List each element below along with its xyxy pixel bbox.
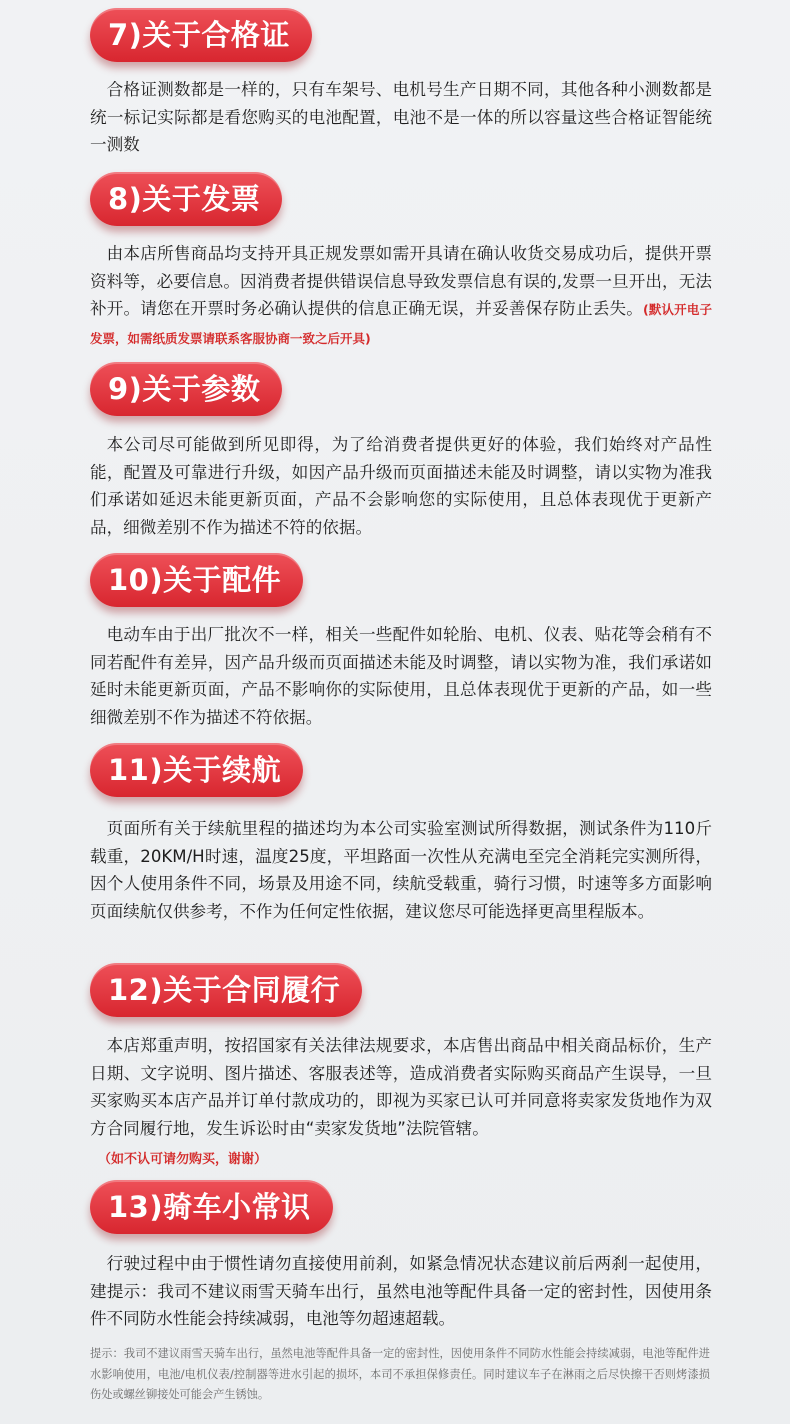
section-8-body	[90, 240, 712, 352]
section-11-title: 11)关于续航	[90, 743, 303, 797]
section-9-title: 9)关于参数	[90, 362, 282, 416]
section-10-body: 电动车由于出厂批次不一样，相关一些配件如轮胎、电机、仪表、贴花等会稍有不同若配件有差异，因产品升级而页面描述未能及时调整，请以实物为准，我们承诺如延时未能更新页面，产品不影响你的实际使用，且总体表现优于更新的产品，如一些细微差别不作为描述不符依据。	[90, 625, 712, 727]
section-8-body-text: 由本店所售商品均支持开具正规发票如需开具请在确认收货交易成功后，提供开票资料等，必要信息。因消费者提供错误信息导致发票信息有误的,发票一旦开出，无法补开。请您在开票时务必确认提供的信息正确无误，并妥善保存防止丢失。	[90, 244, 712, 318]
section-13-tip: 提示：我司不建议雨雪天骑车出行，虽然电池等配件具备一定的密封性，因使用条件不同防水性能会持续减弱，电池等配件进水影响使用，电池/电机仪表/控制器等进水引起的损坏，本司不承担保修责任。同时建议车子在淋雨之后尽快擦干否则烤漆损伤处或螺丝铆接处可能会产生锈蚀。	[90, 1347, 710, 1401]
section-9-body: 本公司尽可能做到所见即得，为了给消费者提供更好的体验，我们始终对产品性能，配置及可靠进行升级，如因产品升级而页面描述未能及时调整，请以实物为准我们承诺如延迟未能更新页面，产品不会影响您的实际使用，且总体表现优于更新产品，细微差别不作为描述不符的依据。	[90, 435, 712, 537]
section-13-title: 13)骑车小常识	[90, 1180, 333, 1234]
section-7-body: 合格证测数都是一样的，只有车架号、电机号生产日期不同，其他各种小测数都是统一标记实际都是看您购买的电池配置，电池不是一体的所以容量这些合格证智能统一测数	[90, 80, 712, 154]
section-8-title: 8)关于发票	[90, 172, 282, 226]
section-13-body: 行驶过程中由于惯性请勿直接使用前刹，如紧急情况状态建议前后两刹一起使用，建提示：我司不建议雨雪天骑车出行，虽然电池等配件具备一定的密封性，因使用条件不同防水性能会持续减弱，电池等勿超速超载。	[90, 1254, 712, 1328]
section-11-body: 页面所有关于续航里程的描述均为本公司实验室测试所得数据，测试条件为110斤载重，20KM/H时速，温度25度，平坦路面一次性从充满电至完全消耗完实测所得，因个人使用条件不同，场景及用途不同，续航受载重，骑行习惯，时速等多方面影响页面续航仅供参考，不作为任何定性依据，建议您尽可能选择更高里程版本。	[90, 819, 712, 921]
section-8-invoice-note: (默认开电子发票，如需纸质发票请联系客服协商一致之后开具)	[90, 302, 712, 346]
section-7-title: 7)关于合格证	[90, 8, 312, 62]
section-10-title: 10)关于配件	[90, 553, 303, 607]
section-12-note: （如不认可请勿购买，谢谢）	[98, 1152, 268, 1167]
section-12-body: 本店郑重声明，按招国家有关法律法规要求，本店售出商品中相关商品标价，生产日期、文字说明、图片描述、客服表述等，造成消费者实际购买商品产生误导，一旦买家购买本店产品并订单付款成功的，即视为买家已认可并同意将卖家发货地作为双方合同履行地，发生诉讼时由“卖家发货地”法院管辖。	[90, 1036, 712, 1138]
section-12-title: 12)关于合同履行	[90, 963, 362, 1017]
